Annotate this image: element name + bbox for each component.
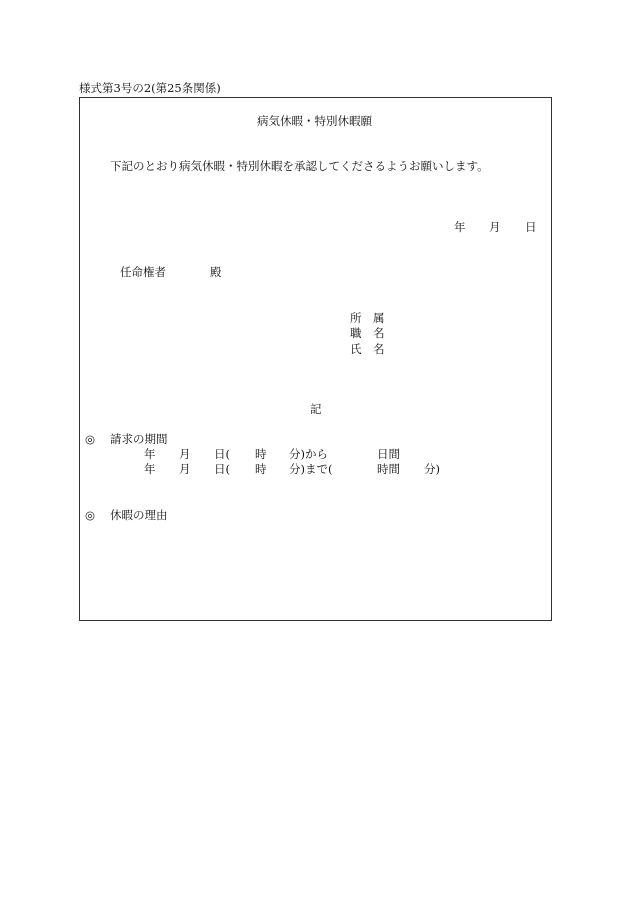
date-day-label: 日 (525, 220, 537, 234)
ki-label: 記 (310, 402, 322, 416)
period-row1-days: 日間 (377, 447, 400, 461)
period-row1-year: 年 (144, 447, 156, 461)
form-frame (79, 97, 552, 621)
period-row2-minute-until: 分)まで( (289, 462, 333, 476)
period-row2-hours: 時間 (377, 462, 400, 476)
period-row1-minute-from: 分)から (289, 447, 328, 461)
period-row2-hour: 時 (255, 462, 267, 476)
form-title: 病気休暇・特別休暇願 (257, 114, 372, 128)
period-mark-icon: ◎ (85, 432, 96, 446)
reason-label: 休暇の理由 (110, 508, 168, 522)
date-year-label: 年 (454, 220, 466, 234)
addressee-honorific: 殿 (210, 265, 222, 279)
period-row2-month: 月 (179, 462, 191, 476)
affiliation-label: 所 属 (350, 311, 385, 325)
period-row2-minutes: 分) (424, 462, 440, 476)
period-row1-month: 月 (179, 447, 191, 461)
period-row1-hour: 時 (255, 447, 267, 461)
period-label: 請求の期間 (110, 432, 168, 446)
date-month-label: 月 (489, 220, 501, 234)
period-row2-year: 年 (144, 462, 156, 476)
addressee-label: 任命権者 (120, 265, 166, 279)
period-row1-day: 日( (214, 447, 230, 461)
name-label: 氏 名 (350, 342, 385, 356)
request-text: 下記のとおり病気休暇・特別休暇を承認してくださるようお願いします。 (110, 159, 489, 173)
position-label: 職 名 (350, 326, 385, 340)
period-row2-day: 日( (214, 462, 230, 476)
reason-mark-icon: ◎ (85, 508, 96, 522)
form-number-label: 様式第3号の2(第25条関係) (79, 81, 221, 95)
